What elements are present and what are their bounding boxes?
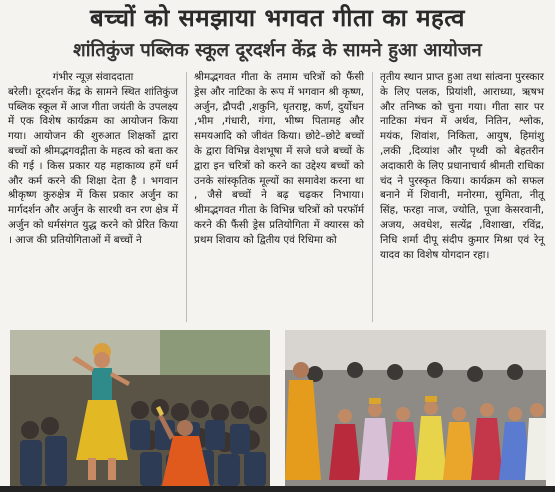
photo-dance-performance: [10, 330, 270, 486]
column-divider: [186, 72, 187, 322]
article-text-col3: तृतीय स्थान प्राप्त हुआ तथा सांत्वना पुरस्कार के लिए पलक, प्रियांशी, आराध्या, ऋषभ और तनिष्क को चुना गया। गीता सार पर नाटिका मंचन में अर्थव, नितिन, श्लोक, मयंक, शिवांश, निकिता, आयुष, हिमांशु ,लकी ,दिव्यांश और पृथ्वी को बेहतरीन अदाकारी के लिए प्रधानाचार्य श्रीमती राधिका चंद ने पुरस्कृत किया। कार्यक्रम को सफल बनाने में शिवानी, मनोरमा, सुमिता, नीतू सिंह, फरहा नाज, ज्योति, पूजा केसरवानी, अजय, अवधेश, सत्येंद्र ,विशाखा, रविंद्र, निधि शर्मा दीपू संदीप कुमार मिश्रा एवं रेनू यादव का विशेष योगदान रहा।: [380, 71, 544, 261]
article-text-col2: श्रीमद्भगवत गीता के तमाम चरित्रों को फैंसी ड्रेस और नाटिका के रूप में भगवान श्री कृष्ण, अर्जुन, द्रौपदी ,शकुनि, धृतराष्ट्र, कर्ण, दुर्योधन ,भीम ,गंधारी, गंगा, भीष्म पितामह और समयआदि को जीवंत किया। छोटे–छोटे बच्चों के द्वारा विभिन्न वेशभूषा में सजे धजे बच्चों के द्वारा इन चरित्रों को करने का उद्देश्य बच्चों को उनके सांस्कृतिक मूल्यों का समावेश करना था , जैसे बच्चों ने बढ़ चढ़कर निभाया। श्रीमद्भगवत गीता के विभिन्न चरित्रों को परफॉर्म करने की फैंसी ड्रेस प्रतियोगिता में क्यारस को प्रथम शिवाय को द्वितीय एवं रिधिमा को: [194, 71, 364, 246]
article-column-2: [194, 70, 364, 248]
bottom-strip: [0, 486, 555, 492]
column-divider: [372, 72, 373, 322]
photo-children-costumes: [285, 330, 546, 486]
article-column-3: [380, 70, 544, 262]
byline: गंभीर न्यूज़ संवाददाता: [52, 71, 134, 83]
article-text-col1: बरेली। दूरदर्शन केंद्र के सामने स्थित शांतिकुंज पब्लिक स्कूल में आज गीता जयंती के उपलक्ष्य में एक विशेष कार्यक्रम का आयोजन किया गया। आयोजन की शुरुआत शिक्षकों द्वारा बच्चों को श्रीमद्भगवद्गीता के महत्व को बता कर की गई । किस प्रकार यह महाकाव्य हमें धर्म और कर्म करने की शिक्षा देता है । भगवान श्रीकृष्ण कुरुक्षेत्र में किस प्रकार अर्जुन का मार्गदर्शन और अर्जुन के सारथी वन रण क्षेत्र में अर्जुन को धर्मसंगत युद्ध करने को प्रेरित किया । आज की प्रतियोगिताओं में बच्चों ने: [8, 85, 179, 246]
headline-main: बच्चों को समझाया भगवत गीता का महत्व: [89, 3, 466, 32]
headline-sub: शांतिकुंज पब्लिक स्कूल दूरदर्शन केंद्र के सामने हुआ आयोजन: [73, 40, 482, 61]
article-column-1: [8, 70, 178, 248]
